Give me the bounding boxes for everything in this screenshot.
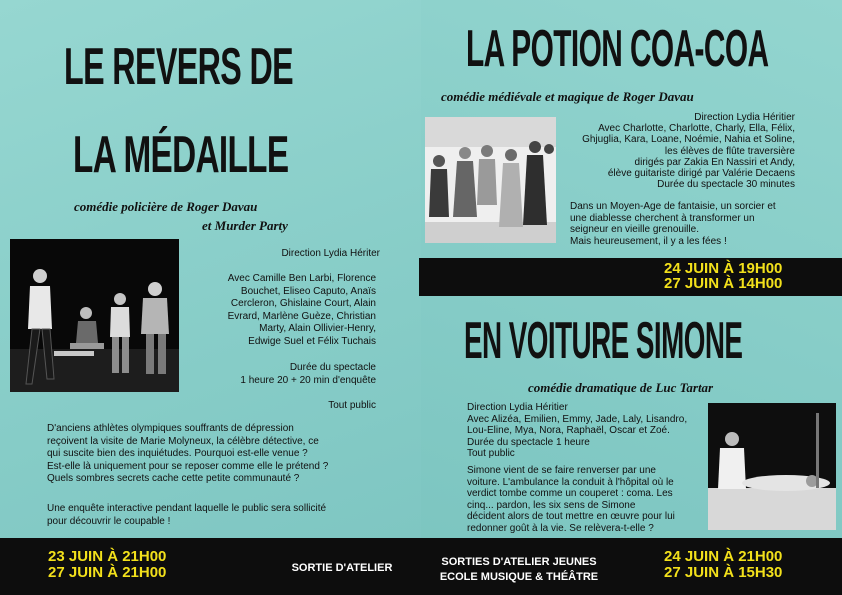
left-cast-line: Edwige Suel et Félix Tuchais	[248, 335, 376, 347]
potion-synopsis-line: Dans un Moyen-Age de fantaisie, un sorcier et	[570, 201, 776, 212]
simone-synopsis-line: redonner goût à la vie. Se relèvera-t-elle ?	[467, 522, 654, 534]
left-interactive-line: pour découvrir le coupable !	[47, 515, 171, 527]
left-duration-label: Durée du spectacle	[289, 362, 376, 373]
potion-date2: 27 JUIN À 14H00	[664, 275, 783, 292]
simone-subtitle: comédie dramatique de Luc Tartar	[528, 380, 714, 395]
potion-info	[560, 112, 795, 190]
left-cast-line: Bouchet, Eliseo Caputo, Anaïs	[240, 285, 376, 297]
potion-info-line: dirigés par Zakia En Nassiri et Andy,	[634, 156, 795, 168]
simone-info-line: Direction Lydia Héritier	[467, 402, 568, 413]
potion-info-line: Ghjuglia, Kara, Loane, Noémie, Nahia et Soline,	[582, 134, 795, 146]
simone-synopsis-line: décident alors de tout mettre en œuvre pour lui	[467, 511, 675, 522]
simone-date2: 27 JUIN À 15H30	[664, 564, 783, 581]
simone-info-line: Lou-Eline, Mya, Nora, Raphaël, Oscar et Zoé.	[467, 425, 670, 436]
simone-production-photo	[708, 403, 836, 530]
left-synopsis-line: reçoivent la visite de Marie Molyneux, la célèbre détective, ce	[47, 435, 319, 447]
potion-production-photo	[425, 117, 556, 243]
left-interactive-note	[47, 503, 377, 528]
left-cast-line: Marty, Alain Ollivier-Henry,	[259, 323, 376, 334]
simone-info	[467, 402, 697, 460]
simone-info-line: Avec Alizéa, Emilien, Emmy, Jade, Laly, Lisandro,	[467, 413, 688, 425]
simone-info-line: Tout public	[467, 448, 515, 459]
left-direction: Direction Lydia Hériter	[281, 248, 380, 259]
potion-synopsis-line: une diablesse cherchent à transformer un	[570, 212, 755, 224]
potion-title: LA POTION COA-COA	[466, 20, 769, 78]
left-title-line2: LA MÉDAILLE	[73, 126, 289, 184]
simone-title: EN VOITURE SIMONE	[464, 312, 743, 370]
left-date1: 23 JUIN À 21H00	[48, 548, 167, 565]
potion-date1: 24 JUIN À 19H00	[664, 260, 783, 277]
simone-synopsis-line: verdict tombe comme un couperet : coma. Les	[467, 488, 673, 499]
left-cast	[188, 273, 376, 348]
left-cast-line: Evrard, Marlène Guèze, Christian	[227, 310, 376, 322]
left-subtitle-line2: et Murder Party	[202, 218, 288, 233]
right-label-line2: ECOLE MUSIQUE & THÉÂTRE	[439, 571, 599, 583]
center-label: SORTIE D'ATELIER	[291, 562, 393, 574]
left-duration-value: 1 heure 20 + 20 min d'enquête	[240, 374, 376, 386]
left-subtitle-line1: comédie policière de Roger Davau	[74, 199, 258, 214]
left-duration	[188, 362, 376, 387]
simone-synopsis-line: voiture. L'ambulance la conduit à l'hôpital où le	[467, 476, 674, 488]
simone-synopsis	[467, 465, 692, 534]
right-label-line1: SORTIES D'ATELIER JEUNES	[441, 556, 597, 568]
potion-synopsis	[570, 201, 796, 247]
left-synopsis-line: D'anciens athlètes olympiques souffrants de dépression	[47, 423, 294, 434]
simone-info-line: Durée du spectacle 1 heure	[467, 436, 590, 448]
left-synopsis-line: qui suscite bien des inquiétudes. Pourquoi est-elle venue ?	[47, 448, 308, 459]
left-synopsis-line: Est-elle là uniquement pour se reposer comme elle le prétend ?	[47, 460, 329, 472]
left-production-photo	[10, 239, 179, 392]
potion-info-line: Direction Lydia Héritier	[694, 112, 795, 123]
left-synopsis	[47, 423, 377, 486]
potion-info-line: élève guitariste dirigé par Valérie Decaens	[607, 168, 795, 180]
left-date2: 27 JUIN À 21H00	[48, 564, 167, 581]
potion-info-line: les élèves de flûte traversière	[664, 145, 795, 157]
simone-synopsis-line: cinq... pardon, les six sens de Simone	[467, 499, 636, 511]
potion-synopsis-line: Mais heureusement, il y a les fées !	[570, 235, 727, 247]
left-audience: Tout public	[328, 400, 376, 411]
simone-synopsis-line: Simone vient de se faire renverser par une	[467, 465, 656, 476]
left-cast-line: Cercleron, Ghislaine Court, Alain	[230, 298, 376, 309]
simone-date1: 24 JUIN À 21H00	[664, 548, 783, 565]
left-synopsis-line: Quels sombres secrets cache cette petite communauté ?	[47, 473, 300, 484]
left-interactive-line: Une enquête interactive pendant laquelle le public sera sollicité	[47, 503, 327, 514]
potion-info-line: Durée du spectacle 30 minutes	[657, 179, 795, 191]
potion-synopsis-line: seigneur en vieille grenouille.	[570, 224, 699, 235]
left-title-line1: LE REVERS DE	[64, 38, 294, 96]
potion-subtitle: comédie médiévale et magique de Roger Davau	[441, 89, 694, 104]
potion-info-line: Avec Charlotte, Charlotte, Charly, Ella, Félix,	[598, 123, 795, 135]
left-cast-line: Avec Camille Ben Larbi, Florence	[227, 273, 376, 284]
